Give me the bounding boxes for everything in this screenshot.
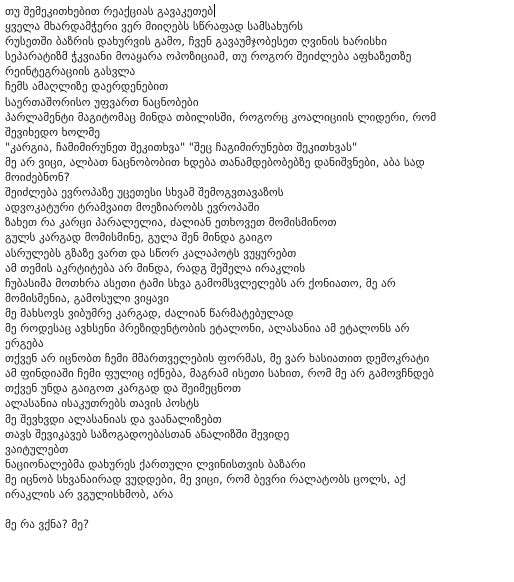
text-line-8: პარლამენტი მაგიტომაც მინდა თბილისში, როგორც კოალიციის ლიდერი, რომ: [5, 110, 437, 124]
text-line-22: მე როდესაც ავხსენი პრეზიდენტობის ეტალონი, ალასანია ამ ეტალონს არ: [5, 321, 410, 335]
text-line-27: ალასანია ისაკუთრებს თავის პოსტს: [5, 397, 200, 411]
text-line-35: მე რა ვქნა? მე?: [5, 518, 89, 532]
text-line-31: ნაციონალებმა დახურეს ქართული ლვინისთვის ბაზარი: [5, 457, 306, 471]
text-line-28: მე შევხვდი ალასანიას და ვაანალიზებთ: [5, 412, 222, 426]
text-line-15: ზახეთ რა კარცი პარალელია, ძალიან ეთხოვეთ მომისმინოთ: [5, 216, 337, 230]
text-line-14: ადვოკატური ტრამვაით მოეზიარობს ევროპაში: [5, 201, 260, 215]
text-line-33: ირაკლის არ ვგულისხმობ, არა: [5, 488, 174, 501]
text-line-18: ამ თემის აკრტიტება არ მინდა, რადგ შეშელა ირაკლის: [5, 261, 306, 275]
text-line-19: ჩუბასიმა მოთხრა ასეთი ტამი სხვა გამომსვლელებს არ ქონიათო, მე არ: [5, 276, 396, 290]
text-line-1-content: თუ შემეკითხებით რეაქციას გავაკეთებ: [5, 5, 214, 18]
text-line-16: გულს კარგად მომისმინე, გულა შენ მინდა გაიგო: [5, 231, 273, 245]
text-line-3: რუსეთში ბაზრის დახურვის გამო, ჩვენ გავაუმჯობესეთ ღვინის ხარისხი: [5, 35, 387, 49]
text-line-32: მე იცნობ სხვანაირად ვუდდები, მე ვიცი, რომ ბევრი რალატობს ცოლს, აქ: [5, 472, 406, 486]
blank-line: [5, 502, 510, 517]
text-line-21: მე მახსოვს ვიბუმრე კარგად, ძალიან წარმატებულად: [5, 306, 294, 320]
text-line-20: მომისმენია, გამოსული ვიყავი: [5, 291, 169, 305]
text-line-6: ჩემს ამაღლიზე დაერდენებით: [5, 80, 169, 94]
text-line-2: ყველა მხარდამჭერი ვერ მიიღებს სწრაფად სამსახურს: [5, 20, 304, 34]
text-line-30: ვაიტულებთ: [5, 442, 69, 456]
text-line-10: "კარგია, ჩამიმირუნეთ შეკითხვა" "შეც ჩაგიმირუნებთ შეკითხვას": [5, 140, 358, 154]
text-line-26: თქვენ უნდა გაიგოთ კარგად და შეიმეცნოთ: [5, 382, 242, 396]
text-line-23: ერგება: [5, 337, 44, 351]
text-line-11: მე არ ვიცი, ალბათ ნაცნობობით ხდება თანამდებობებზე დანიშვნები, აბა სად: [5, 155, 425, 169]
text-line-9: შევიხედო ხოლმე: [5, 125, 101, 139]
text-line-4: სეპარატიზმ ჭკვიანი მოაყარა ოპოზიციამ, თუ როგორ შეიძლება აფხაზეთზე: [5, 50, 412, 64]
text-line-25: ამ ფინდიაში ჩემი ფულიც იქნება, მაგრამ ისეთი სახით, რომ მე არ გამოვჩნდებ: [5, 367, 435, 381]
text-line-12: მოიძებნონ?: [5, 171, 70, 185]
text-line-29: თავს შევიკავებ საზოგადოებასთან ანალიზში შევიდე: [5, 427, 290, 441]
text-line-1: [5, 4, 510, 19]
text-line-24: თქვენ არ იცნობთ ჩემი მმართველების ფორმას, მე ვარ ხასიათით დემოკრატი: [5, 352, 430, 366]
text-line-13: შეიძლება ევროპაზე უცეთესი სხვამ შემოგვთავაზოს: [5, 186, 284, 200]
text-line-7: საერთაშორისო უფვართ ნაცნობები: [5, 95, 199, 109]
text-cursor: [214, 4, 215, 17]
text-line-17: ასრულებს გზაზე ვართ და სწორ კალაპოტს ვუყურებთ: [5, 246, 297, 260]
text-line-5: რეინტეგრაციის გასვლა: [5, 65, 136, 79]
